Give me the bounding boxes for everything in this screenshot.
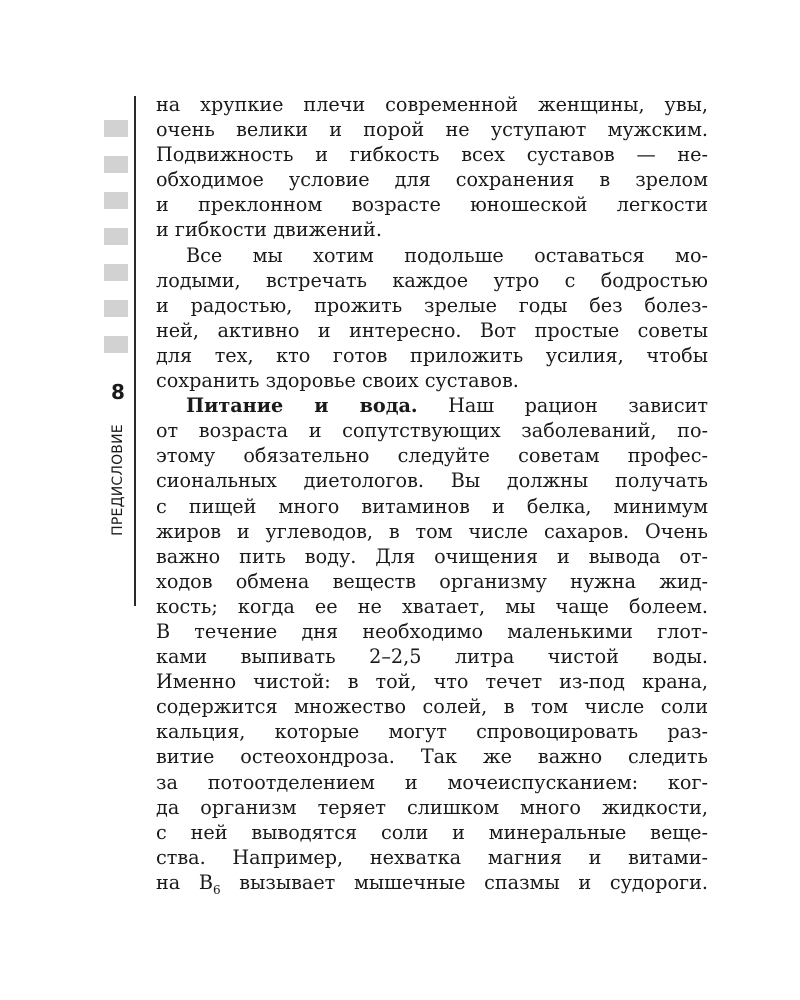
text-line: этому обязательно следуйте советам профес- [156,444,708,468]
text-line: и гибкости движений. [156,218,382,242]
text-line: ками выпивать 2–2,5 литра чистой воды. [156,645,708,669]
text-line: ства. Например, нехватка магния и витами- [156,845,708,869]
text-line: содержится множество солей, в том числе соли [156,695,708,719]
thumb-index-square [104,336,128,353]
text-line: ней, активно и интересно. Вот простые советы [156,318,708,342]
text-run: вызывает мышечные спазмы и судороги. [220,870,708,894]
text-line: Именно чистой: в той, что течет из-под крана, [156,670,708,694]
text-line: Подвижность и гибкость всех суставов — не- [156,143,708,167]
thumb-index-square [104,156,128,173]
text-line: для тех, кто готов приложить усилия, чтобы [156,343,708,367]
thumb-index-square [104,192,128,209]
text-line: витие остеохондроза. Так же важно следить [156,745,708,769]
text-line [156,393,708,418]
text-line: кальция, которые могут спровоцировать раз- [156,720,708,744]
paragraph-heading: Питание и вода. [186,394,418,418]
section-label: ПРЕДИСЛОВИЕ [110,424,126,536]
text-line: лодыми, встречать каждое утро с бодростью [156,268,708,292]
text-line: Все мы хотим подольше оставаться мо- [186,243,708,267]
text-line: кость; когда ее не хватает, мы чаще болеем. [156,594,708,618]
text-line: важно пить воду. Для очищения и вывода от- [156,544,708,568]
margin-thumb-index [104,120,128,372]
text-line: и преклонном возрасте юношеской легкости [156,193,708,217]
text-run: Наш рацион зависит [417,394,708,418]
text-line: обходимое условие для сохранения в зрелом [156,168,708,192]
text-line: с пищей много витаминов и белка, минимум [156,494,708,518]
body-text [156,92,708,895]
text-line: за потоотделением и мочеиспусканием: ког- [156,770,708,794]
thumb-index-square [104,300,128,317]
text-line: ходов обмена веществ организму нужна жид- [156,569,708,593]
text-line: да организм теряет слишком много жидкости, [156,795,708,819]
text-run: на B [156,870,213,894]
page-number: 8 [111,380,125,404]
text-line: сохранить здоровье своих суставов. [156,369,519,393]
text-line: жиров и углеводов, в том числе сахаров. Очень [156,519,708,543]
thumb-index-square [104,120,128,137]
text-line: с ней выводятся соли и минеральные веще- [156,820,708,844]
text-line [156,870,708,895]
text-line: от возраста и сопутствующих заболеваний, по- [156,419,708,443]
text-line: и радостью, прожить зрелые годы без болез- [156,293,708,317]
text-line: на хрупкие плечи современной женщины, увы, [156,93,708,116]
text-line: очень велики и порой не уступают мужским. [156,118,708,142]
thumb-index-square [104,228,128,245]
thumb-index-square [104,264,128,281]
margin-divider-line [134,96,136,606]
text-line: В течение дня необходимо маленькими глот- [156,619,708,643]
text-line: сиональных диетологов. Вы должны получать [156,469,708,493]
subscript: 6 [212,882,221,897]
